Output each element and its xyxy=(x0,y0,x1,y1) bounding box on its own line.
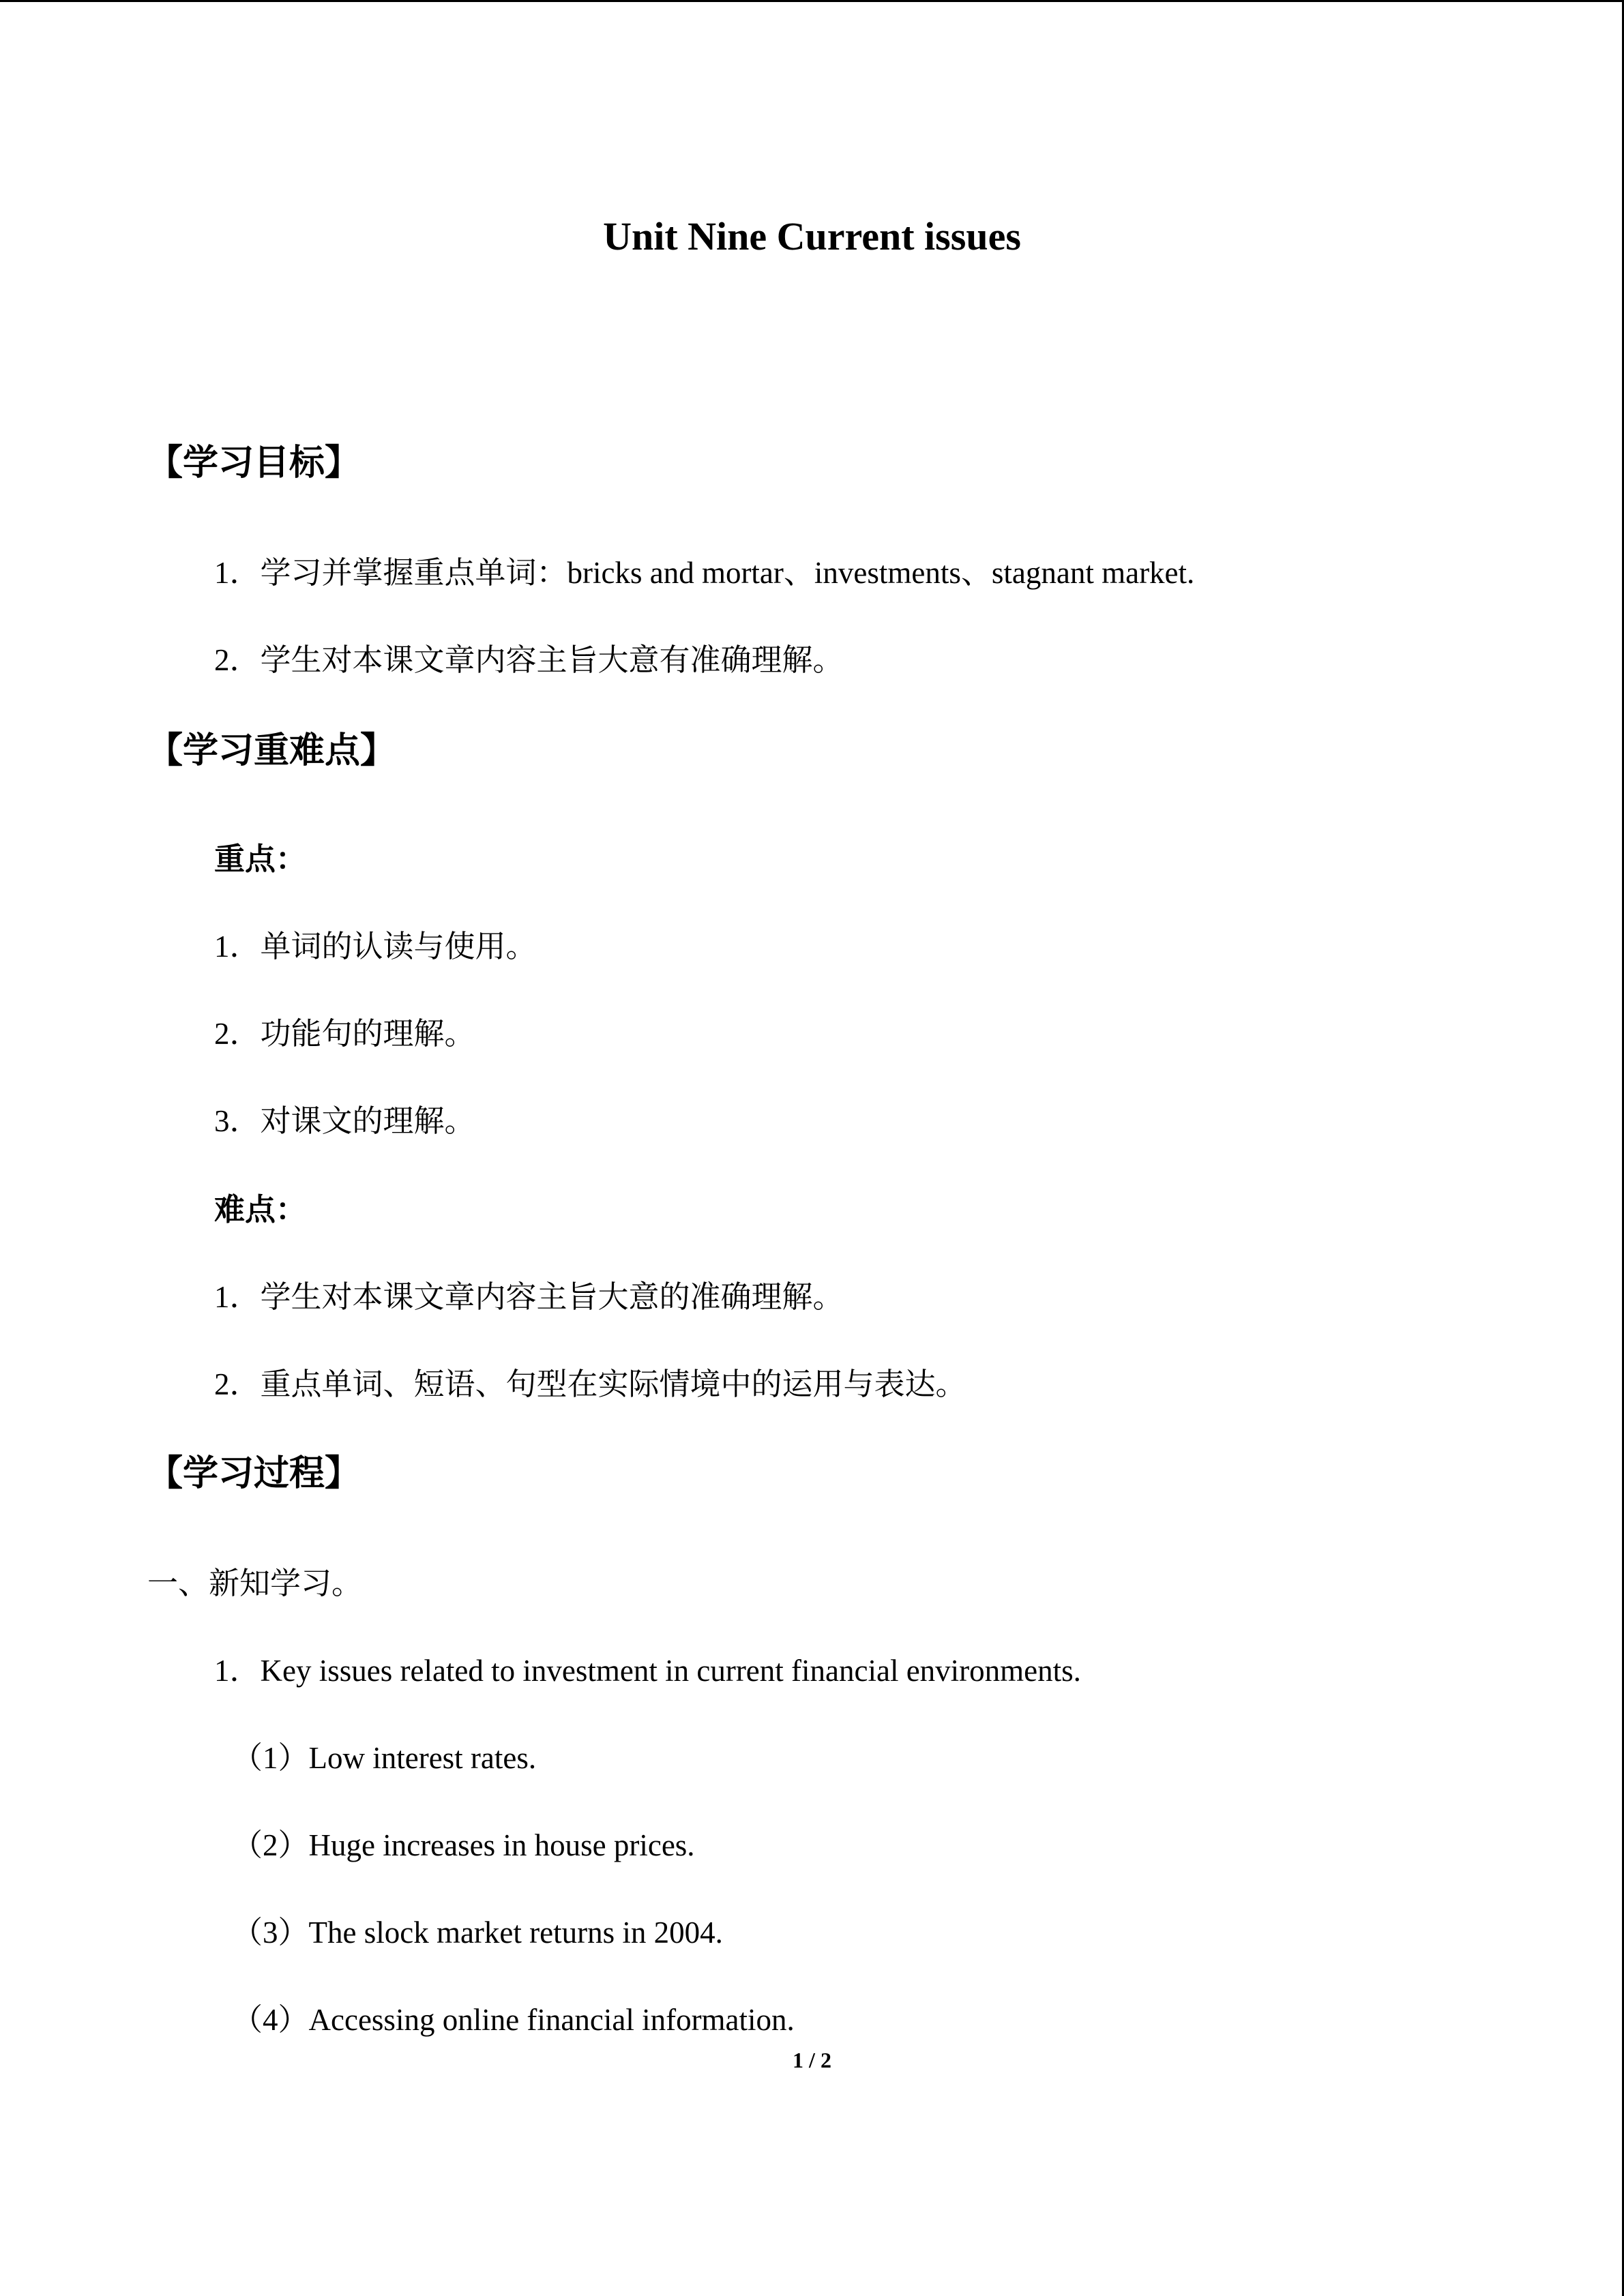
process-heading: 【学习过程】 xyxy=(147,1455,361,1493)
focus-item-2: 2．功能句的理解。 xyxy=(214,1017,475,1051)
difficulty-label: 难点： xyxy=(214,1193,307,1227)
page-border-top xyxy=(0,0,1624,2)
document-title: Unit Nine Current issues xyxy=(603,214,1021,258)
difficulty-item-2: 2．重点单词、短语、句型在实际情境中的运用与表达。 xyxy=(214,1367,966,1401)
process-item-1: 1．Key issues related to investment in current financial environments. xyxy=(214,1654,1081,1688)
process-sub-item-2: （2）Huge increases in house prices. xyxy=(232,1828,695,1862)
difficulty-item-1: 1．学生对本课文章内容主旨大意的准确理解。 xyxy=(214,1280,844,1314)
objective-item-2: 2．学生对本课文章内容主旨大意有准确理解。 xyxy=(214,643,844,677)
focus-item-1: 1．单词的认读与使用。 xyxy=(214,929,537,964)
focus-item-3: 3．对课文的理解。 xyxy=(214,1104,475,1138)
key-points-heading: 【学习重难点】 xyxy=(147,732,396,771)
section-one: 一、新知学习。 xyxy=(147,1566,363,1600)
objective-item-1: 1．学习并掌握重点单词：bricks and mortar、investments、stagnant market. xyxy=(214,556,1195,590)
objectives-heading: 【学习目标】 xyxy=(147,444,361,483)
process-sub-item-1: （1）Low interest rates. xyxy=(232,1741,537,1775)
focus-label: 重点： xyxy=(214,842,307,876)
process-sub-item-4: （4）Accessing online financial information. xyxy=(232,2003,795,2037)
page-number: 1 / 2 xyxy=(793,2048,831,2072)
process-sub-item-3: （3）The slock market returns in 2004. xyxy=(232,1915,723,1950)
